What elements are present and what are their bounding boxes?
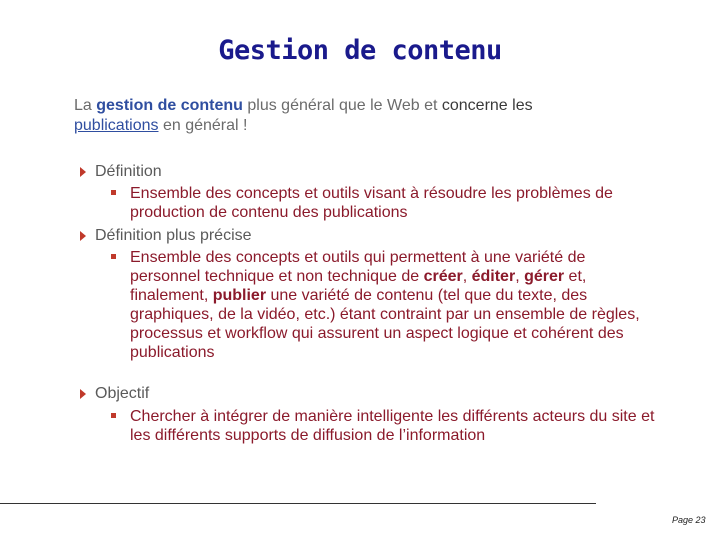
slide-title: Gestion de contenu [218, 35, 502, 66]
intro-text-dark: concerne les [441, 97, 533, 114]
section-heading-definition: Définition [95, 163, 162, 180]
item-text: et, finalement, [130, 268, 587, 304]
item-bold-creer: créer [423, 268, 463, 285]
section-item-definition: Ensemble des concepts et outils visant à résoudre les problèmes de production de contenu des publications [130, 185, 613, 221]
square-bullet-icon [111, 190, 116, 195]
triangle-right-icon [80, 231, 86, 241]
section-heading-definition-precise: Définition plus précise [95, 227, 252, 244]
item-bold-publier: publier [212, 287, 267, 304]
triangle-right-icon [80, 389, 86, 399]
triangle-right-icon [80, 167, 86, 177]
intro-text-1: La [74, 97, 97, 114]
item-text: , [462, 268, 472, 285]
section-item-objectif: Chercher à intégrer de manière intelligente les différents acteurs du site et les différents supports de diffusion de l’information [130, 408, 655, 444]
section-item-definition-precise [130, 248, 660, 362]
footer-divider [0, 503, 596, 504]
item-text: une variété de contenu (tel que du texte, des graphiques, de la vidéo, etc.) étant contraint par un ensemble de règles, processus et workflow qui assurent un aspect logique et cohérent des publications [130, 287, 640, 361]
intro-link-publications[interactable]: publications [74, 117, 159, 134]
intro-text-2: plus général que le Web et [242, 97, 442, 114]
intro-text-3: en général ! [158, 117, 248, 134]
page-number: Page 23 [672, 515, 706, 525]
intro-bold-term: gestion de contenu [96, 97, 243, 114]
square-bullet-icon [111, 254, 116, 259]
item-bold-editer: éditer [471, 268, 516, 285]
item-bold-gerer: gérer [524, 268, 565, 285]
square-bullet-icon [111, 413, 116, 418]
section-heading-objectif: Objectif [95, 385, 150, 402]
item-text: , [515, 268, 525, 285]
intro-paragraph [74, 96, 634, 136]
item-text: Ensemble des concepts et outils qui permettent à une variété de personnel technique et non technique de [130, 249, 586, 285]
